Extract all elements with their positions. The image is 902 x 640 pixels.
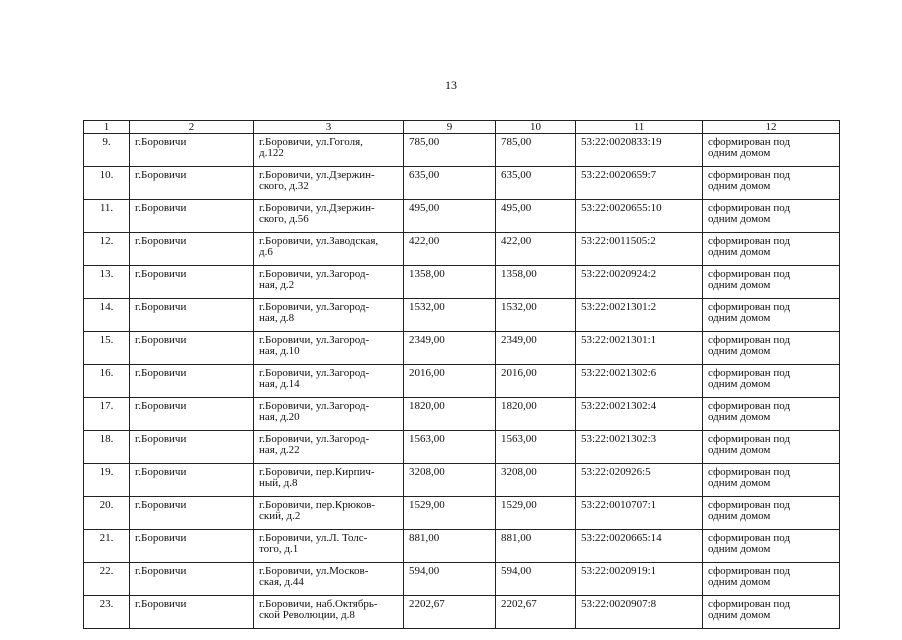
status-cell: сформирован под одним домом [703,299,840,332]
cadastral-number-cell: 53:22:0021301:2 [576,299,703,332]
column-header: 3 [254,121,404,134]
address-cell: г.Боровичи, ул.Дзержин- ского, д.56 [254,200,404,233]
area-cell-2: 422,00 [496,233,576,266]
row-number-cell: 22. [84,563,130,596]
row-number-cell: 17. [84,398,130,431]
row-number-cell: 16. [84,365,130,398]
status-cell: сформирован под одним домом [703,431,840,464]
area-cell: 2016,00 [404,365,496,398]
city-cell: г.Боровичи [130,464,254,497]
status-cell: сформирован под одним домом [703,398,840,431]
address-cell: г.Боровичи, ул.Москов- ская, д.44 [254,563,404,596]
table-row [84,365,840,398]
status-cell: сформирован под одним домом [703,332,840,365]
cadastral-number-cell: 53:22:0011505:2 [576,233,703,266]
address-cell: г.Боровичи, ул.Загород- ная, д.14 [254,365,404,398]
row-number-cell: 13. [84,266,130,299]
area-cell-2: 495,00 [496,200,576,233]
area-cell-2: 1529,00 [496,497,576,530]
area-cell: 635,00 [404,167,496,200]
area-cell-2: 1563,00 [496,431,576,464]
address-cell: г.Боровичи, ул.Заводская, д.6 [254,233,404,266]
cadastral-number-cell: 53:22:0020659:7 [576,167,703,200]
city-cell: г.Боровичи [130,497,254,530]
column-header: 2 [130,121,254,134]
area-cell: 422,00 [404,233,496,266]
city-cell: г.Боровичи [130,266,254,299]
table-row [84,497,840,530]
cadastral-number-cell: 53:22:0020655:10 [576,200,703,233]
row-number-cell: 20. [84,497,130,530]
table-row [84,530,840,563]
cadastral-number-cell: 53:22:0020665:14 [576,530,703,563]
city-cell: г.Боровичи [130,167,254,200]
address-cell: г.Боровичи, пер.Кирпич- ный, д.8 [254,464,404,497]
status-cell: сформирован под одним домом [703,233,840,266]
row-number-cell: 15. [84,332,130,365]
table-row [84,200,840,233]
column-header: 9 [404,121,496,134]
address-cell: г.Боровичи, пер.Крюков- ский, д.2 [254,497,404,530]
table-header-row [84,121,840,134]
table-row [84,266,840,299]
table-row [84,299,840,332]
page-number: 13 [445,78,457,92]
cadastral-number-cell: 53:22:0020833:19 [576,134,703,167]
address-cell: г.Боровичи, ул.Гоголя, д.122 [254,134,404,167]
column-header: 1 [84,121,130,134]
area-cell-2: 2016,00 [496,365,576,398]
area-cell: 1532,00 [404,299,496,332]
area-cell: 3208,00 [404,464,496,497]
city-cell: г.Боровичи [130,233,254,266]
area-cell-2: 1820,00 [496,398,576,431]
cadastral-number-cell: 53:22:0020907:8 [576,596,703,629]
area-cell-2: 881,00 [496,530,576,563]
row-number-cell: 9. [84,134,130,167]
area-cell: 495,00 [404,200,496,233]
status-cell: сформирован под одним домом [703,563,840,596]
status-cell: сформирован под одним домом [703,266,840,299]
row-number-cell: 23. [84,596,130,629]
status-cell: сформирован под одним домом [703,464,840,497]
cadastral-number-cell: 53:22:0020919:1 [576,563,703,596]
status-cell: сформирован под одним домом [703,530,840,563]
status-cell: сформирован под одним домом [703,365,840,398]
cadastral-number-cell: 53:22:0021301:1 [576,332,703,365]
land-plots-table [83,120,840,629]
table-row [84,464,840,497]
address-cell: г.Боровичи, ул.Загород- ная, д.20 [254,398,404,431]
status-cell: сформирован под одним домом [703,596,840,629]
area-cell: 2349,00 [404,332,496,365]
area-cell-2: 635,00 [496,167,576,200]
row-number-cell: 21. [84,530,130,563]
status-cell: сформирован под одним домом [703,200,840,233]
table-row [84,332,840,365]
cadastral-number-cell: 53:22:0021302:3 [576,431,703,464]
city-cell: г.Боровичи [130,431,254,464]
row-number-cell: 10. [84,167,130,200]
cadastral-number-cell: 53:22:0021302:6 [576,365,703,398]
address-cell: г.Боровичи, ул.Дзержин- ского, д.32 [254,167,404,200]
table-row [84,134,840,167]
table-row [84,431,840,464]
row-number-cell: 18. [84,431,130,464]
status-cell: сформирован под одним домом [703,167,840,200]
table-row [84,563,840,596]
city-cell: г.Боровичи [130,596,254,629]
area-cell: 881,00 [404,530,496,563]
area-cell-2: 785,00 [496,134,576,167]
cadastral-number-cell: 53:22:0021302:4 [576,398,703,431]
status-cell: сформирован под одним домом [703,497,840,530]
row-number-cell: 11. [84,200,130,233]
area-cell-2: 1532,00 [496,299,576,332]
cadastral-number-cell: 53:22:0010707:1 [576,497,703,530]
address-cell: г.Боровичи, наб.Октябрь- ской Революции, д.8 [254,596,404,629]
column-header: 10 [496,121,576,134]
city-cell: г.Боровичи [130,134,254,167]
area-cell: 1563,00 [404,431,496,464]
table-row [84,167,840,200]
cadastral-number-cell: 53:22:0020924:2 [576,266,703,299]
address-cell: г.Боровичи, ул.Загород- ная, д.2 [254,266,404,299]
table-row [84,596,840,629]
address-cell: г.Боровичи, ул.Л. Толс- того, д.1 [254,530,404,563]
area-cell-2: 1358,00 [496,266,576,299]
area-cell: 1358,00 [404,266,496,299]
row-number-cell: 14. [84,299,130,332]
column-header: 11 [576,121,703,134]
address-cell: г.Боровичи, ул.Загород- ная, д.8 [254,299,404,332]
address-cell: г.Боровичи, ул.Загород- ная, д.22 [254,431,404,464]
area-cell: 1529,00 [404,497,496,530]
area-cell: 785,00 [404,134,496,167]
city-cell: г.Боровичи [130,200,254,233]
area-cell-2: 3208,00 [496,464,576,497]
area-cell-2: 2349,00 [496,332,576,365]
city-cell: г.Боровичи [130,332,254,365]
column-header: 12 [703,121,840,134]
area-cell: 2202,67 [404,596,496,629]
status-cell: сформирован под одним домом [703,134,840,167]
table-row [84,233,840,266]
area-cell: 1820,00 [404,398,496,431]
cadastral-number-cell: 53:22:020926:5 [576,464,703,497]
city-cell: г.Боровичи [130,398,254,431]
area-cell-2: 594,00 [496,563,576,596]
area-cell: 594,00 [404,563,496,596]
address-cell: г.Боровичи, ул.Загород- ная, д.10 [254,332,404,365]
row-number-cell: 19. [84,464,130,497]
table-body [84,134,840,629]
area-cell-2: 2202,67 [496,596,576,629]
city-cell: г.Боровичи [130,563,254,596]
city-cell: г.Боровичи [130,530,254,563]
row-number-cell: 12. [84,233,130,266]
city-cell: г.Боровичи [130,365,254,398]
table-row [84,398,840,431]
city-cell: г.Боровичи [130,299,254,332]
